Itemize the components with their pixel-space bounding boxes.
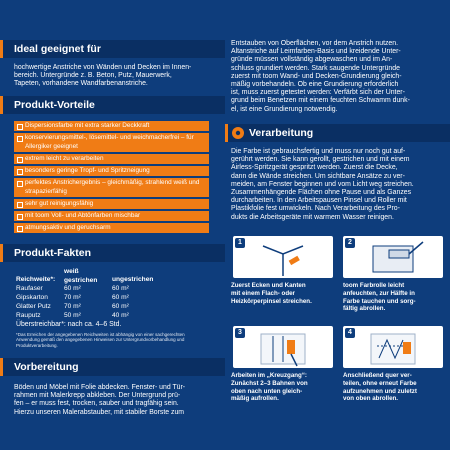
step-number: 4 bbox=[345, 328, 355, 338]
advantage-item: mit toom Voll- und Abtönfarben mischbar bbox=[14, 211, 209, 221]
table-cell: Gipskarton bbox=[16, 294, 48, 301]
text-line: Böden und Möbel mit Folie abdecken. Fenster- und Tür- bbox=[14, 384, 186, 391]
text-line: durcharbeiten. In den Arbeitspausen Pinsel und Roller mit bbox=[231, 197, 407, 205]
ideal-text bbox=[14, 64, 219, 89]
text-line: Produktverarbeitung. bbox=[16, 342, 58, 348]
text-line: mit einem Flach- oder bbox=[231, 289, 295, 297]
roller-crossing-icon bbox=[343, 326, 443, 368]
text-line: von oben abrollen. bbox=[343, 395, 399, 403]
header-accent bbox=[0, 244, 3, 262]
table-cell: 40 m² bbox=[112, 312, 129, 319]
advantage-item: Dispersionsfarbe mit extra starker Deckkraft bbox=[14, 121, 209, 131]
section-title: Produkt-Vorteile bbox=[14, 99, 95, 111]
step-2-caption bbox=[343, 282, 449, 313]
text-line: Heizkörperpinsel streichen. bbox=[231, 297, 312, 305]
text-line: *Das Erreichen der angegebenen Reichweiten ist abhängig von einer sachgerechten bbox=[16, 332, 185, 337]
text-line: meiden, am Fenster beginnen und vom Licht weg streichen. bbox=[231, 180, 414, 188]
table-cell: 50 m² bbox=[64, 312, 81, 319]
section-header-ideal bbox=[0, 40, 225, 58]
table-cell: 70 m² bbox=[64, 303, 81, 310]
section-title: Vorbereitung bbox=[14, 361, 79, 373]
roller-tray-icon bbox=[343, 236, 443, 278]
text-line: teilen, ohne erneut Farbe bbox=[343, 379, 417, 387]
text-line: Plastikfolie fest umwickeln. Nach Verarbeitung des Pro- bbox=[231, 205, 400, 213]
checkbox-icon bbox=[17, 136, 23, 142]
text-line: gründe müssen vollständig abgewaschen und im An- bbox=[231, 56, 393, 64]
section-title: Produkt-Fakten bbox=[14, 247, 92, 259]
text-line: dukts die Arbeitsgeräte mit warmem Wasser reinigen. bbox=[231, 213, 394, 221]
checkbox-icon bbox=[17, 226, 23, 232]
step-number: 2 bbox=[345, 238, 355, 248]
step-number: 1 bbox=[235, 238, 245, 248]
text-line: anfeuchten, zur Hälfte in bbox=[343, 289, 415, 297]
text-line: Anwendung gemäß den angegebenen Hinweisen zur Untergrundvorbehandlung und bbox=[16, 337, 185, 343]
text-line: mäßig vorbehandeln. Ob eine Grundierung erforderlich bbox=[231, 81, 399, 89]
text-line: aufzunehmen und zuletzt bbox=[343, 387, 417, 395]
table-row bbox=[16, 303, 172, 312]
section-header-vorteile bbox=[0, 96, 225, 114]
checkbox-icon bbox=[17, 214, 23, 220]
gear-icon bbox=[231, 126, 245, 140]
text-line: oben nach unten gleich- bbox=[231, 387, 303, 395]
text-line: el, ist eine Grundierung notwendig. bbox=[231, 105, 338, 113]
table-cell: 60 m² bbox=[112, 285, 129, 292]
step-1-illustration bbox=[233, 236, 333, 278]
section-header-fakten bbox=[0, 244, 225, 262]
roller-vertical-icon bbox=[233, 326, 333, 368]
header-accent bbox=[0, 40, 3, 58]
text-line: mäßig aufrollen. bbox=[231, 395, 279, 403]
header-accent bbox=[0, 96, 3, 114]
table-row bbox=[16, 312, 172, 321]
text-line: grund beim Benetzen mit einem feuchten Schwamm dunk- bbox=[231, 97, 410, 105]
vorbereitung-text bbox=[14, 384, 222, 417]
advantage-item: besonders geringe Tropf- und Spritzneigung bbox=[14, 166, 209, 176]
checkbox-icon bbox=[17, 157, 23, 163]
section-header-vorbereitung bbox=[0, 358, 225, 376]
checkbox-icon bbox=[17, 124, 23, 130]
step-4-caption bbox=[343, 372, 449, 403]
step-4-illustration bbox=[343, 326, 443, 368]
verarbeitung-text bbox=[231, 148, 446, 222]
table-cell: Rauputz bbox=[16, 312, 41, 319]
header-cell: ungestrichen bbox=[112, 276, 154, 283]
checkbox-icon bbox=[17, 181, 23, 187]
header-cell: Reichweite*: bbox=[16, 276, 56, 283]
text-line: ist, muss zuerst getestet werden: Verfärbt sich der Unter- bbox=[231, 89, 405, 97]
text-line: Zuerst Ecken und Kanten bbox=[231, 282, 306, 289]
step-2-illustration bbox=[343, 236, 443, 278]
advantage-item: extrem leicht zu verarbeiten bbox=[14, 154, 209, 164]
advantage-item: sehr gut reinigungsfähig bbox=[14, 199, 209, 209]
text-line: dann die Wände streichen. Um sichtbare Ansätze zu ver- bbox=[231, 172, 405, 180]
text-line: fältig abrollen. bbox=[343, 305, 386, 313]
header-cell: weiß gestrichen bbox=[64, 268, 98, 284]
checkbox-icon bbox=[17, 202, 23, 208]
table-header bbox=[16, 268, 172, 285]
text-line: Altanstriche auf Leimfarben-Basis und kreidende Unter- bbox=[231, 48, 401, 56]
header-accent bbox=[225, 124, 228, 142]
text-line: zuerst mit toom Wand- und Decken-Grundierung gleich- bbox=[231, 72, 402, 80]
text-line: Arbeiten im „Kreuzgang“: bbox=[231, 372, 307, 379]
table-row bbox=[16, 285, 172, 294]
text-line: hochwertige Anstriche von Wänden und Decken im Innen- bbox=[14, 64, 192, 71]
table-cell: 70 m² bbox=[64, 294, 81, 301]
step-3-illustration bbox=[233, 326, 333, 368]
text-line: Farbe tauchen und sorg- bbox=[343, 297, 416, 305]
text-line: gerührt werden. Sie kann gerollt, gestrichen und mit einem bbox=[231, 156, 410, 164]
step-number: 3 bbox=[235, 328, 245, 338]
text-line: Zunächst 2–3 Bahnen von bbox=[231, 379, 308, 387]
text-line: fen – er muss fest, trocken, sauber und tragfähig sein. bbox=[14, 400, 179, 408]
footnote bbox=[16, 332, 221, 348]
corner-brush-icon bbox=[233, 236, 333, 278]
text-line: toom Farbrolle leicht bbox=[343, 282, 405, 289]
text-line: Anschließend quer ver- bbox=[343, 372, 412, 379]
text-line: Airless-Spritzgerät gespritzt werden. Zuerst die Decke, bbox=[231, 164, 398, 172]
text-line: Die Farbe ist gebrauchsfertig und muss nur noch gut auf- bbox=[231, 148, 406, 155]
text-line: Hierzu unseren Malerabstauber, mit stabiler Borste zum bbox=[14, 408, 185, 416]
table-cell: 60 m² bbox=[112, 303, 129, 310]
table-cell: 60 m² bbox=[64, 285, 81, 292]
coverage-table bbox=[16, 268, 172, 321]
step-1-caption bbox=[231, 282, 341, 305]
right-column bbox=[225, 0, 450, 450]
text-line: Zusammenhängende Flächen ohne Pause und als Ganzes bbox=[231, 189, 412, 197]
section-header-verarbeitung bbox=[225, 124, 450, 142]
section-title: Ideal geeignet für bbox=[14, 43, 101, 55]
header-accent bbox=[0, 358, 3, 376]
overpaint-info: Überstreichbar*: nach ca. 4–6 Std. bbox=[16, 321, 122, 328]
text-line: Entstauben von Oberflächen, vor dem Anstrich nutzen. bbox=[231, 40, 399, 47]
text-line: bereich. Untergründe z. B. Beton, Putz, Mauerwerk, bbox=[14, 72, 172, 80]
table-cell: Raufaser bbox=[16, 285, 43, 292]
advantage-item: atmungsaktiv und geruchsarm bbox=[14, 223, 209, 233]
table-cell: 60 m² bbox=[112, 294, 129, 301]
text-line: schluss grundiert werden. Stark saugende Untergründe bbox=[231, 64, 400, 72]
text-line: rahmen mit Malerkrepp abkleben. Der Untergrund prü- bbox=[14, 392, 181, 400]
step-3-caption bbox=[231, 372, 341, 403]
checkbox-icon bbox=[17, 169, 23, 175]
advantage-item: perfektes Anstrichergebnis – gleichmäßig, strahlend weiß und strapazierfähig bbox=[14, 178, 209, 197]
table-cell: Glatter Putz bbox=[16, 303, 51, 310]
advantage-item: konservierungsmittel-, lösemittel- und weichmacherfrei – für Allergiker geeignet bbox=[14, 133, 209, 152]
table-row bbox=[16, 294, 172, 303]
preparation-continued-text bbox=[231, 40, 446, 114]
text-line: Tapeten, vorhandene Wandfarbenanstriche. bbox=[14, 80, 148, 88]
section-title: Verarbeitung bbox=[249, 127, 314, 139]
